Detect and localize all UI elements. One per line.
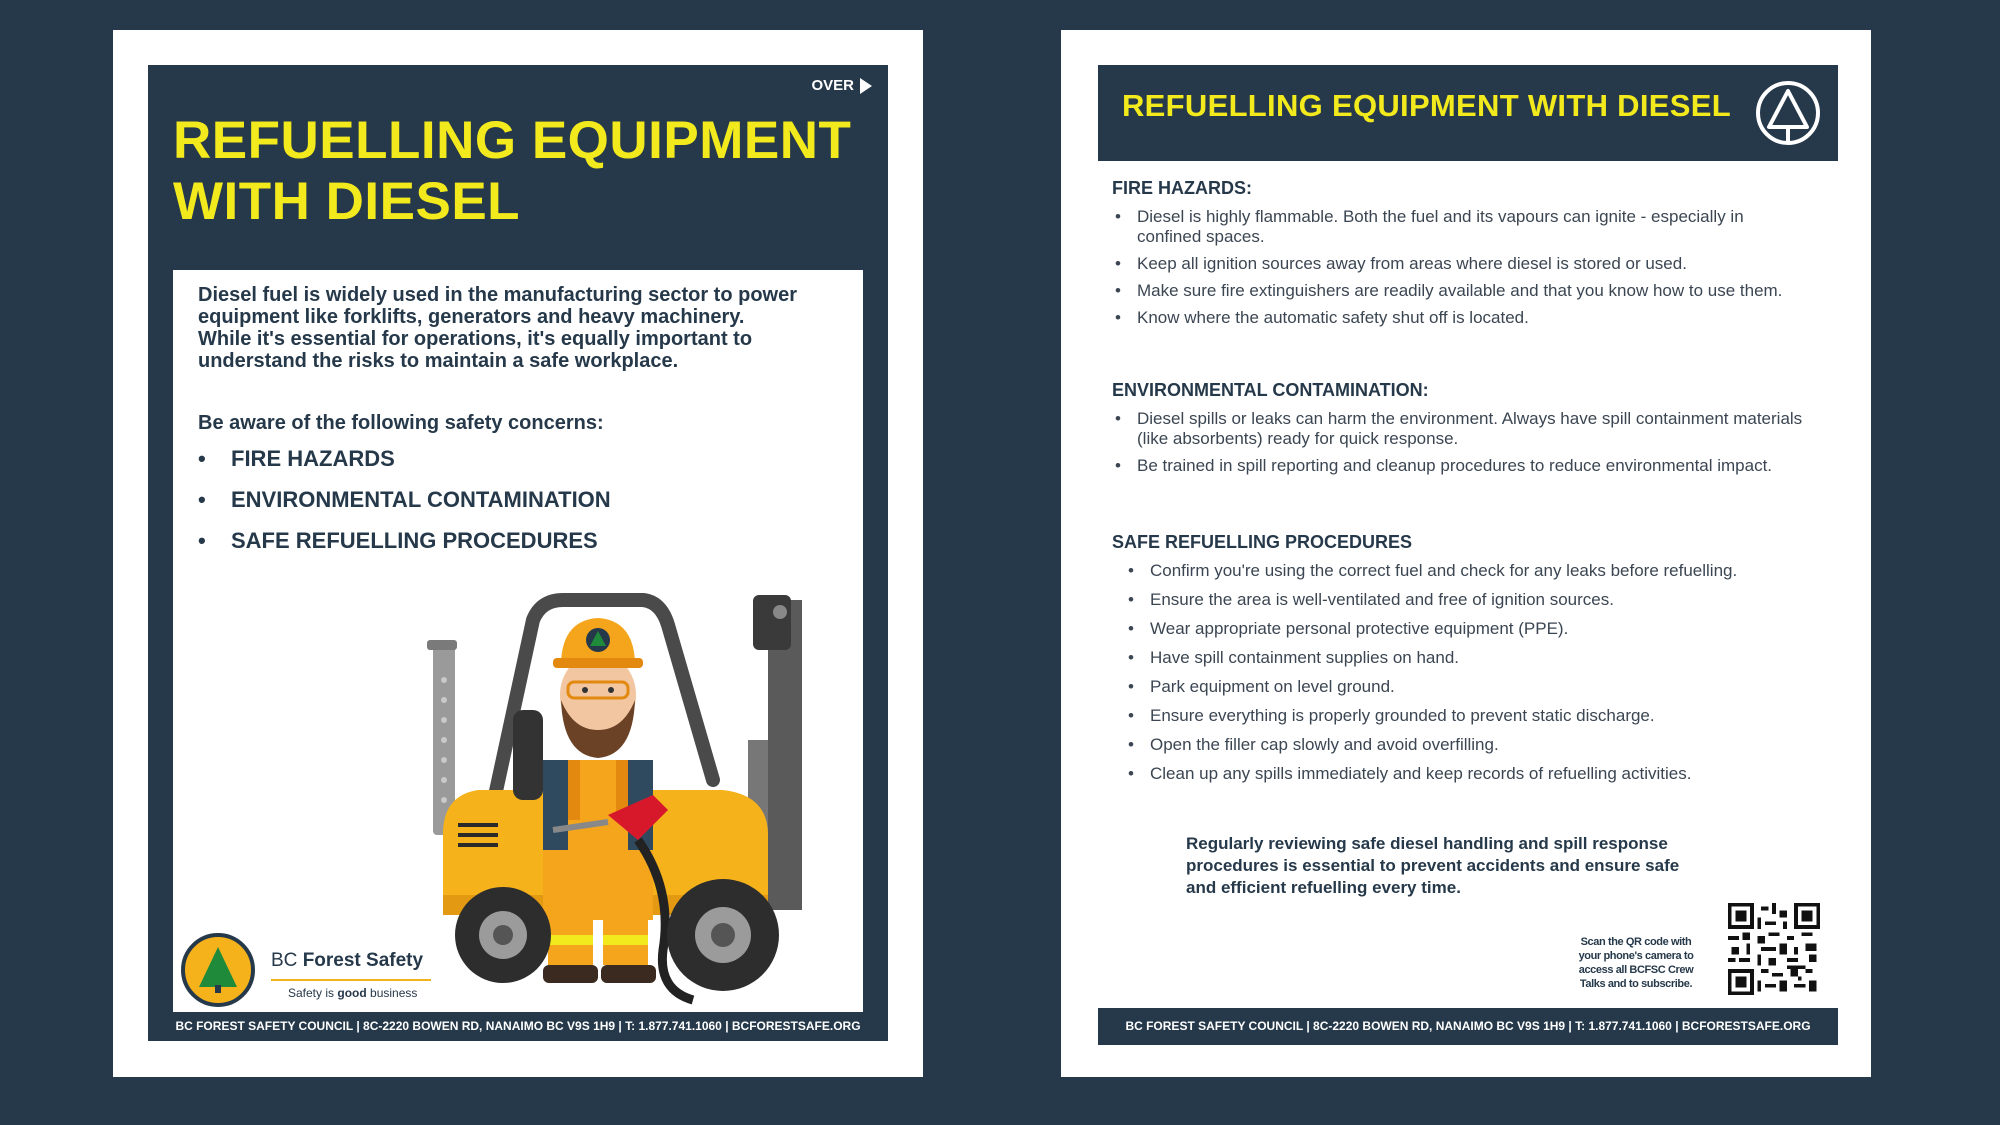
section-heading: ENVIRONMENTAL CONTAMINATION: xyxy=(1112,380,1429,400)
over-indicator xyxy=(811,77,872,94)
list-item: • Know where the automatic safety shut off is located. xyxy=(1112,308,1812,328)
fire-hazards-list xyxy=(1112,207,1812,328)
forklift-worker-illustration xyxy=(423,590,863,1012)
section-heading: SAFE REFUELLING PROCEDURES xyxy=(1112,532,1413,552)
list-item: • Diesel spills or leaks can harm the environment. Always have spill containment materials (like absorbents) ready for quick response. xyxy=(1112,409,1812,449)
fire-hazards-section xyxy=(1112,178,1812,335)
title-line-1: REFUELLING EQUIPMENT xyxy=(173,111,852,170)
over-label: OVER xyxy=(811,77,854,94)
concerns-list xyxy=(198,444,611,567)
environmental-list xyxy=(1112,409,1812,476)
logo-tagline xyxy=(288,986,417,1000)
list-item: • Ensure everything is properly grounded to prevent static discharge. xyxy=(1125,706,1812,726)
section-heading: FIRE HAZARDS: xyxy=(1112,178,1252,198)
forest-logo-icon xyxy=(181,933,255,1007)
title-line-2: WITH DIESEL xyxy=(173,172,521,231)
page-title xyxy=(173,110,873,232)
list-item: • Have spill containment supplies on hand. xyxy=(1125,648,1812,668)
list-item: • Wear appropriate personal protective equipment (PPE). xyxy=(1125,619,1812,639)
page-header xyxy=(1098,65,1838,161)
footer-contact: BC FOREST SAFETY COUNCIL | 8C-2220 BOWEN RD, NANAIMO BC V9S 1H9 | T: 1.877.741.1060 | BCFORESTSAFE.ORG xyxy=(1098,1008,1838,1045)
tagline-post: business xyxy=(366,986,418,1000)
list-item: • Park equipment on level ground. xyxy=(1125,677,1812,697)
flyer-back-page xyxy=(1061,30,1871,1077)
page-title: REFUELLING EQUIPMENT WITH DIESEL xyxy=(1122,88,1731,123)
list-item: • Clean up any spills immediately and keep records of refuelling activities. xyxy=(1125,764,1812,784)
list-item: • ENVIRONMENTAL CONTAMINATION xyxy=(198,485,611,526)
safe-refuelling-list xyxy=(1112,561,1812,784)
list-item: • Make sure fire extinguishers are readily available and that you know how to use them. xyxy=(1112,281,1812,301)
list-item: • SAFE REFUELLING PROCEDURES xyxy=(198,526,611,567)
content-card xyxy=(173,270,863,1012)
logo-name-regular: BC xyxy=(271,950,303,971)
footer-contact: BC FOREST SAFETY COUNCIL | 8C-2220 BOWEN RD, NANAIMO BC V9S 1H9 | T: 1.877.741.1060 | BCFORESTSAFE.ORG xyxy=(175,1019,861,1033)
play-arrow-icon xyxy=(860,78,872,94)
closing-statement: Regularly reviewing safe diesel handling and spill response procedures is essential to prevent accidents and ensure safe and efficient refuelling every time. xyxy=(1186,834,1680,897)
qr-code-icon[interactable] xyxy=(1728,903,1820,995)
tagline-bold: good xyxy=(337,986,367,1000)
logo-wordmark xyxy=(271,950,423,972)
environmental-section xyxy=(1112,380,1812,483)
list-item: • Confirm you're using the correct fuel and check for any leaks before refuelling. xyxy=(1125,561,1812,581)
tagline-pre: Safety is xyxy=(288,986,338,1000)
list-item: • FIRE HAZARDS xyxy=(198,444,611,485)
logo-name-bold: Forest Safety xyxy=(302,950,424,971)
logo-divider xyxy=(271,979,431,981)
list-item: • Ensure the area is well-ventilated and free of ignition sources. xyxy=(1125,590,1812,610)
intro-paragraph: Diesel fuel is widely used in the manufacturing sector to power equipment like forklifts, generators and heavy machinery. While it's essential for operations, it's equally important to understand the risks to maintain a safe workplace. xyxy=(198,284,798,372)
concerns-label: Be aware of the following safety concerns: xyxy=(198,412,604,434)
front-panel xyxy=(148,65,888,1041)
flyer-front-page xyxy=(113,30,923,1077)
qr-instructions: Scan the QR code with your phone's camera to access all BCFSC Crew Talks and to subscribe. xyxy=(1578,936,1694,990)
tree-logo-icon xyxy=(1754,79,1822,147)
list-item: • Be trained in spill reporting and cleanup procedures to reduce environmental impact. xyxy=(1112,456,1812,476)
list-item: • Open the filler cap slowly and avoid overfilling. xyxy=(1125,735,1812,755)
list-item: • Keep all ignition sources away from areas where diesel is stored or used. xyxy=(1112,254,1812,274)
list-item: • Diesel is highly flammable. Both the fuel and its vapours can ignite - especially in confined spaces. xyxy=(1112,207,1812,247)
safe-refuelling-section xyxy=(1112,532,1812,793)
bc-forest-safety-logo xyxy=(181,930,441,1010)
